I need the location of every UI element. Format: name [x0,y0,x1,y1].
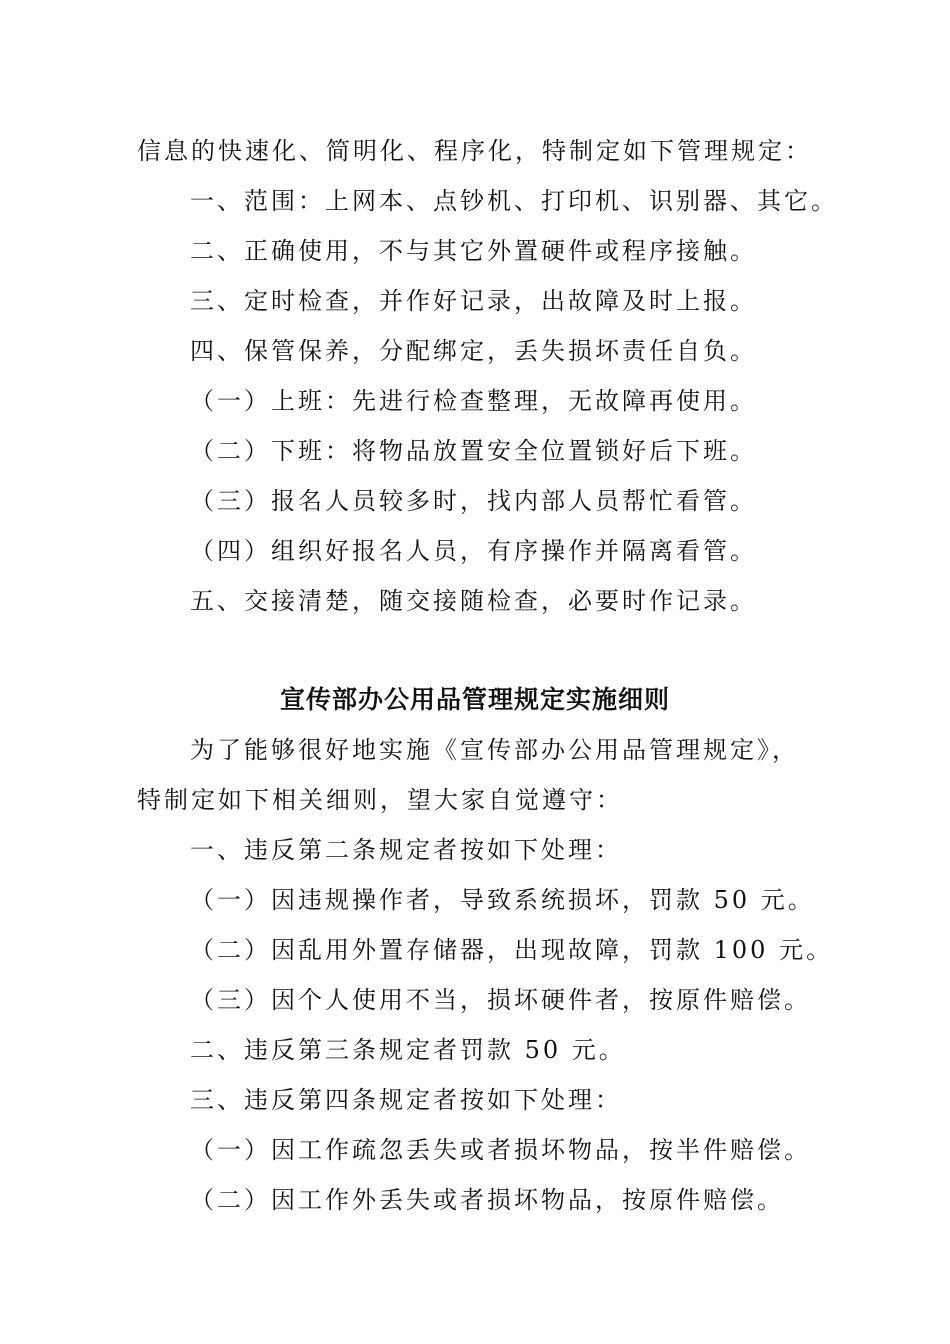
section1-item-4: 四、保管保养，分配绑定，丢失损坏责任自负。 [190,337,757,365]
section2-title: 宣传部办公用品管理规定实施细则 [279,685,670,714]
section2-item-2: 二、违反第三条规定者罚款 50 元。 [190,1036,626,1064]
section1-item-3: 三、定时检查，并作好记录，出故障及时上报。 [190,287,757,315]
section1-subitem-4: （四）组织好报名人员，有序操作并隔离看管。 [190,537,757,565]
section2-subitem-1: （一）因违规操作者，导致系统损坏，罚款 50 元。 [190,886,815,914]
section2-subitem-2: （二）因乱用外置存储器，出现故障，罚款 100 元。 [190,936,834,964]
section2-intro-line1: 为了能够很好地实施《宣传部办公用品管理规定》， [190,736,799,764]
section1-subitem-2: （二）下班：将物品放置安全位置锁好后下班。 [190,437,757,465]
section2-subitem-5: （二）因工作外丢失或者损坏物品，按原件赔偿。 [190,1186,784,1214]
section1-subitem-1: （一）上班：先进行检查整理，无故障再使用。 [190,387,757,415]
section2-subitem-3: （三）因个人使用不当，损坏硬件者，按原件赔偿。 [190,986,811,1014]
section2-intro-line2: 特制定如下相关细则，望大家自觉遵守： [137,786,623,814]
section1-item-2: 二、正确使用，不与其它外置硬件或程序接触。 [190,237,757,265]
section1-intro: 信息的快速化、简明化、程序化，特制定如下管理规定： [137,137,812,165]
section2-item-3: 三、违反第四条规定者按如下处理： [190,1086,622,1114]
section2-item-1: 一、违反第二条规定者按如下处理： [190,836,622,864]
section1-item-1: 一、范围：上网本、点钞机、打印机、识别器、其它。 [190,187,838,215]
section1-subitem-3: （三）报名人员较多时，找内部人员帮忙看管。 [190,487,757,515]
section1-item-5: 五、交接清楚，随交接随检查，必要时作记录。 [190,587,757,615]
section2-subitem-4: （一）因工作疏忽丢失或者损坏物品，按半件赔偿。 [190,1136,811,1164]
